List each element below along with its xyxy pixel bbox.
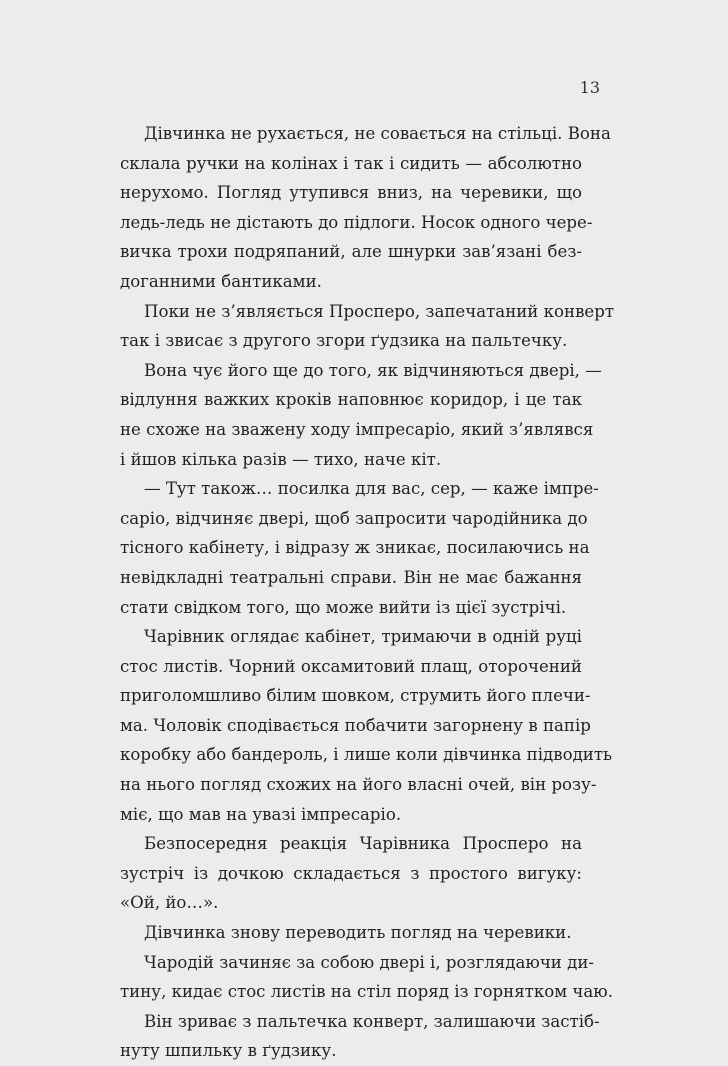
text-line: зустріч із дочкою складається з простого вигуку: xyxy=(120,863,582,883)
page-text xyxy=(120,119,615,1066)
paragraph xyxy=(120,622,613,829)
paragraph xyxy=(120,918,582,948)
text-line: стати свідком того, що може вийти із цієї зустрічі. xyxy=(120,597,567,617)
page-number: 13 xyxy=(579,78,600,97)
paragraph xyxy=(120,829,582,918)
text-line: Безпосередня реакція Чарівника Просперо на xyxy=(144,834,582,854)
text-line: відлуння важких кроків наповнює коридор, і це так xyxy=(120,390,582,410)
text-line: не схоже на зважену ходу імпресаріо, який з’являвся xyxy=(120,419,594,439)
text-line: коробку або бандероль, і лише коли дівчинка підводить xyxy=(120,745,613,765)
text-line: Поки не з’являється Просперо, запечатаний конверт xyxy=(144,301,615,321)
paragraph xyxy=(120,948,613,1007)
text-line: вичка трохи подряпаний, але шнурки зав’язані без- xyxy=(120,242,582,262)
text-line: склала ручки на колінах і так і сидить — абсолютно xyxy=(120,153,582,173)
text-line: нерухомо. Погляд утупився вниз, на черевики, що xyxy=(120,183,582,203)
text-line: Чародій зачиняє за собою двері і, розглядаючи ди- xyxy=(144,952,595,972)
text-line: тину, кидає стос листів на стіл поряд із горнятком чаю. xyxy=(120,982,613,1002)
text-line: «Ой, йо…». xyxy=(120,893,219,913)
text-line: Чарівник оглядає кабінет, тримаючи в одній руці xyxy=(144,627,582,647)
paragraph xyxy=(120,297,615,356)
text-line: Він зриває з пальтечка конверт, залишаючи застіб- xyxy=(144,1011,600,1031)
paragraph xyxy=(120,119,611,297)
text-line: Дівчинка не рухається, не совається на стільці. Вона xyxy=(144,124,611,143)
text-line: нуту шпильку в ґудзику. xyxy=(120,1041,337,1061)
text-line: міє, що мав на увазі імпресаріо. xyxy=(120,804,402,824)
text-line: на нього погляд схожих на його власні очей, він розу- xyxy=(120,775,597,795)
text-line: саріо, відчиняє двері, щоб запросити чародійника до xyxy=(120,508,588,528)
text-line: — Тут також… посилка для вас, сер, — каже імпре- xyxy=(144,479,599,499)
text-line: тісного кабінету, і відразу ж зникає, посилаючись на xyxy=(120,538,590,558)
text-line: приголомшливо білим шовком, струмить його плечи- xyxy=(120,686,591,706)
text-line: ледь-ледь не дістають до підлоги. Носок одного чере- xyxy=(120,212,593,232)
text-line: стос листів. Чорний оксамитовий плащ, оторочений xyxy=(120,656,582,676)
text-line: невідкладні театральні справи. Він не має бажання xyxy=(120,567,582,587)
paragraph xyxy=(120,474,599,622)
text-line: ма. Чоловік сподівається побачити загорнену в папір xyxy=(120,715,591,735)
text-line: і йшов кілька разів — тихо, наче кіт. xyxy=(120,449,442,469)
text-line: Дівчинка знову переводить погляд на черевики. xyxy=(144,923,572,943)
text-line: доганними бантиками. xyxy=(120,271,322,291)
text-line: так і звисає з другого згори ґудзика на пальтечку. xyxy=(120,331,568,351)
text-line: Вона чує його ще до того, як відчиняються двері, — xyxy=(144,360,602,380)
paragraph xyxy=(120,1007,600,1066)
paragraph xyxy=(120,356,602,474)
